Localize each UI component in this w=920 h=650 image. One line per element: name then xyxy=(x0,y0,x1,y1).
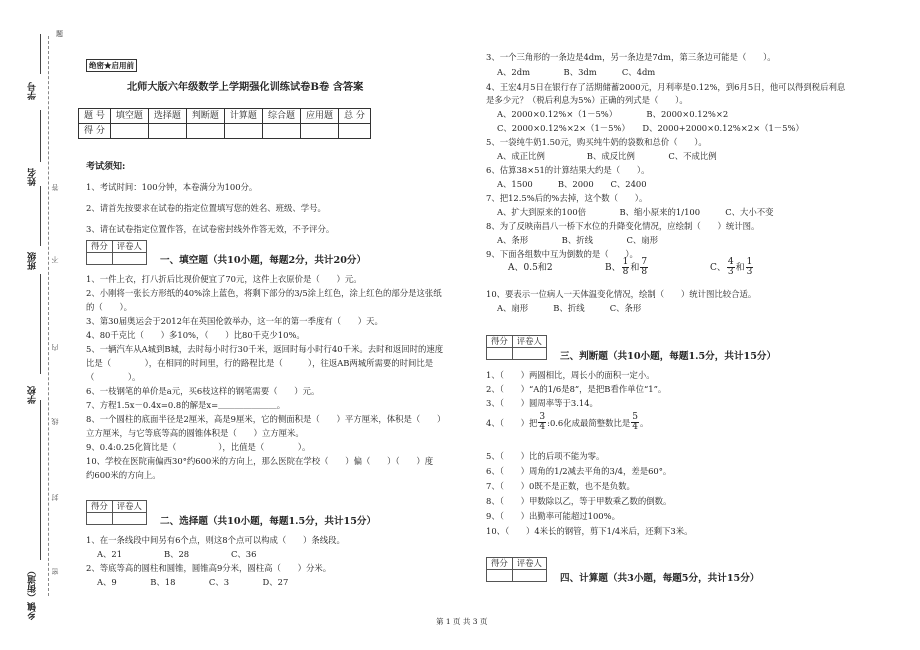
score-header-cell: 综合题 xyxy=(262,109,300,124)
grader-name-cell[interactable] xyxy=(512,570,546,582)
question-line: 约600米的方向上。 xyxy=(86,470,161,480)
score-cell[interactable] xyxy=(262,124,300,139)
question-line: 4、80千克比（ ）多10%，（ ）比80千克少10%。 xyxy=(86,330,305,340)
question-line: 3、第30届奥运会于2012年在英国伦敦举办，这一年的第一季度有（ ）天。 xyxy=(86,316,383,326)
question-line: 10、（ ）4米长的钢管，剪下1/4米后，还剩下3米。 xyxy=(486,526,693,536)
question-line: 8、为了反映南昌八一桥下水位的升降变化情况，应绘制（ ）统计图。 xyxy=(486,221,760,231)
question-line: 10、要表示一位病人一天体温变化情况，绘制（ ）统计图比较合适。 xyxy=(486,289,757,299)
label-student-no: 学号 xyxy=(28,82,38,100)
grader-score-label: 得分 xyxy=(87,241,113,253)
option-line: A、2dm B、3dm C、4dm xyxy=(497,67,656,77)
score-cell[interactable] xyxy=(110,124,148,139)
notice-heading: 考试须知: xyxy=(86,162,126,172)
question-line: 1、在一条线段中间另有6个点，则这8个点可以构成（ ）条线段。 xyxy=(86,535,345,545)
grader-name-cell[interactable] xyxy=(512,348,546,360)
question-line: 7、把12.5%后的%去掉，这个数（ ）。 xyxy=(486,193,648,203)
option-line: A、9 B、18 C、3 D、27 xyxy=(97,577,289,587)
question-line: 8、一个圆柱的底面半径是2厘米，高是9厘米，它的侧面积是（ ）平方厘米，体积是（ ） xyxy=(86,414,446,424)
question-line: 4、王宏4月5日在银行存了活期储蓄2000元，月利率是0.12%，到6月5日，他可以得到税后利息 xyxy=(486,82,846,92)
question-line: 6、（ ）周角的1/2减去平角的3/4，差是60°。 xyxy=(486,466,672,476)
q9-option-a: A、0.5和2 xyxy=(508,263,553,273)
cut-mark-1: 答 xyxy=(51,184,59,191)
question-line: 2、等底等高的圆柱和圆锥，圆锥高9分米，圆柱高（ ）分米。 xyxy=(86,563,332,573)
question-line: 9、0.4:0.25化简比是（ ），比值是（ ）。 xyxy=(86,442,311,452)
notice-item: 3、请在试卷指定位置作答，在试卷密封线外作答无效，不予评分。 xyxy=(86,224,335,234)
score-header-cell: 计算题 xyxy=(224,109,262,124)
grader-score-cell[interactable] xyxy=(87,513,113,525)
score-row-label: 得 分 xyxy=(79,124,111,139)
grader-score-cell[interactable] xyxy=(487,570,513,582)
question-line: 6、估算38×51的计算结果大约是（ ）。 xyxy=(486,165,650,175)
question-line: 3、一个三角形的一条边是4dm，另一条边是7dm，第三条边可能是（ ）。 xyxy=(486,52,776,62)
cut-mark-2: 不 xyxy=(51,256,59,263)
question-line: 7、（ ）0既不是正数，也不是负数。 xyxy=(486,481,635,491)
grader-name-label: 评卷人 xyxy=(512,336,546,348)
section-title-choice: 二、选择题（共10小题，每题1.5分，共计15分） xyxy=(160,516,377,527)
grader-box xyxy=(86,240,147,265)
option-line: A、1500 B、2000 C、2400 xyxy=(497,179,647,189)
question-line: 5、（ ）比的后项不能为零。 xyxy=(486,451,605,461)
question-line: 10、学校在医院南偏西30°约600米的方向上，那么医院在学校（ ）偏（ ）（ ）度 xyxy=(86,456,434,466)
grader-score-label: 得分 xyxy=(87,501,113,513)
score-header-cell: 填空题 xyxy=(110,109,148,124)
score-cell[interactable] xyxy=(148,124,186,139)
binding-strip xyxy=(0,0,80,650)
option-line: C、2000×0.12%×2×（1－5%） D、2000+2000×0.12%×2×（1－5%） xyxy=(497,123,804,133)
score-header-cell: 应用题 xyxy=(300,109,338,124)
grader-name-label: 评卷人 xyxy=(112,501,146,513)
option-line: A、21 B、28 C、36 xyxy=(97,549,257,559)
notice-item: 2、请首先按要求在试卷的指定位置填写您的姓名、班级、学号。 xyxy=(86,203,326,213)
grader-box xyxy=(86,500,147,525)
section-title-judge: 三、判断题（共10小题，每题1.5分，共计15分） xyxy=(560,351,777,362)
label-class: 班级 xyxy=(28,252,38,270)
question-line: 5、一袋纯牛奶1.50元，购买纯牛奶的袋数和总价（ ）。 xyxy=(486,137,707,147)
question-line: 2、（ ）“A的1/6是8”，是把B看作单位“1”。 xyxy=(486,384,667,394)
label-name: 姓名 xyxy=(28,168,38,186)
corner-mark: 题 xyxy=(56,30,63,38)
grader-name-label: 评卷人 xyxy=(112,241,146,253)
cut-mark-4: 线 xyxy=(51,418,59,425)
section-title-fill: 一、填空题（共10小题，每题2分，共计20分） xyxy=(160,255,367,266)
label-school: 学校 xyxy=(28,386,38,404)
option-line: A、成正比例 B、成反比例 C、不成比例 xyxy=(497,151,717,161)
grader-name-label: 评卷人 xyxy=(512,558,546,570)
question-line: 1、（ ）两圆相比，周长小的面积一定小。 xyxy=(486,370,655,380)
score-header-cell: 题 号 xyxy=(79,109,111,124)
grader-box xyxy=(486,335,547,360)
score-cell[interactable] xyxy=(224,124,262,139)
question-line: 8、（ ）甲数除以乙，等于甲数乘乙数的倒数。 xyxy=(486,496,672,506)
label-township: 乡镇（街道） xyxy=(28,566,38,620)
exam-title: 北师大版六年级数学上学期强化训练试卷B卷 含答案 xyxy=(127,81,364,93)
score-cell[interactable] xyxy=(186,124,224,139)
confidential-stamp: 绝密★启用前 xyxy=(86,59,137,72)
score-cell[interactable] xyxy=(338,124,370,139)
grader-score-label: 得分 xyxy=(487,558,513,570)
question-line: 比是（ ），在相同的时间里，行的路程比是（ ），往返AB两城所需要的时间比是 xyxy=(86,358,434,368)
score-header-cell: 判断题 xyxy=(186,109,224,124)
question-line: 3、（ ）圆周率等于3.14。 xyxy=(486,398,598,408)
grader-name-cell[interactable] xyxy=(112,513,146,525)
option-line: A、扇形 B、折线 C、条形 xyxy=(497,303,642,313)
score-cell[interactable] xyxy=(300,124,338,139)
cut-mark-5: 封 xyxy=(51,494,59,501)
question-line: 的（ ）。 xyxy=(86,302,133,312)
question-line: 5、一辆汽车从A城到B城，去时每小时行30千米，返回时每小时行40千米。去时和返回时的速度 xyxy=(86,344,444,354)
question-line-q4: 4、（ ）把 $\frac{3}{4}$ :0.6化成最简整数比是 $\frac{5}{4}$ 。 xyxy=(486,412,649,433)
page-footer: 第 1 页 共 3 页 xyxy=(436,617,488,626)
section-title-calc: 四、计算题（共3小题，每题5分，共计15分） xyxy=(560,573,760,584)
q9-option-c: C、 $\frac{4}{3}$ 和 $\frac{1}{3}$ xyxy=(710,257,753,278)
grader-box xyxy=(486,557,547,582)
score-header-cell: 总 分 xyxy=(338,109,370,124)
question-line: 9、（ ）出勤率可能超过100%。 xyxy=(486,511,620,521)
score-header-cell: 选择题 xyxy=(148,109,186,124)
grader-score-cell[interactable] xyxy=(487,348,513,360)
option-line: A、条形 B、折线 C、扇形 xyxy=(497,235,658,245)
seal-line xyxy=(48,36,49,596)
question-line: 7、方程1.5x－0.4x=0.8的解是x=＿＿＿＿＿＿＿。 xyxy=(86,400,286,410)
cut-mark-3: 内 xyxy=(51,344,59,351)
question-line: 2、小刚将一张长方形纸的40%涂上蓝色，将剩下部分的3/5涂上红色，涂上红色的部分是这张纸 xyxy=(86,288,442,298)
q9-option-b: B、 $\frac{1}{8}$ 和 $\frac{7}{8}$ xyxy=(605,257,648,278)
cut-mark-6: 密 xyxy=(51,568,59,575)
question-line: 9、下面各组数中互为倒数的是（ ）。 xyxy=(486,249,638,259)
option-line: A、2000×0.12%×（1－5%） B、2000×0.12%×2 xyxy=(497,109,729,119)
question-line: （ ）。 xyxy=(86,372,141,382)
question-line: 6、一枝钢笔的单价是a元，买6枝这样的钢笔需要（ ）元。 xyxy=(86,386,320,396)
grader-name-cell[interactable] xyxy=(112,253,146,265)
notice-item: 1、考试时间：100分钟，本卷满分为100分。 xyxy=(86,182,258,192)
question-line: 立方厘米，与它等底等高的圆锥体积是（ ）立方厘米。 xyxy=(86,428,304,438)
question-line: 是多少元？（税后利息为5%）正确的列式是（ ）。 xyxy=(486,95,688,105)
option-line: A、扩大到原来的100倍 B、缩小原来的1/100 C、大小不变 xyxy=(497,207,774,217)
grader-score-cell[interactable] xyxy=(87,253,113,265)
question-line: 1、一件上衣，打八折后比现价便宜了70元，这件上衣原价是（ ）元。 xyxy=(86,274,362,284)
grader-score-label: 得分 xyxy=(487,336,513,348)
score-table xyxy=(78,108,371,139)
